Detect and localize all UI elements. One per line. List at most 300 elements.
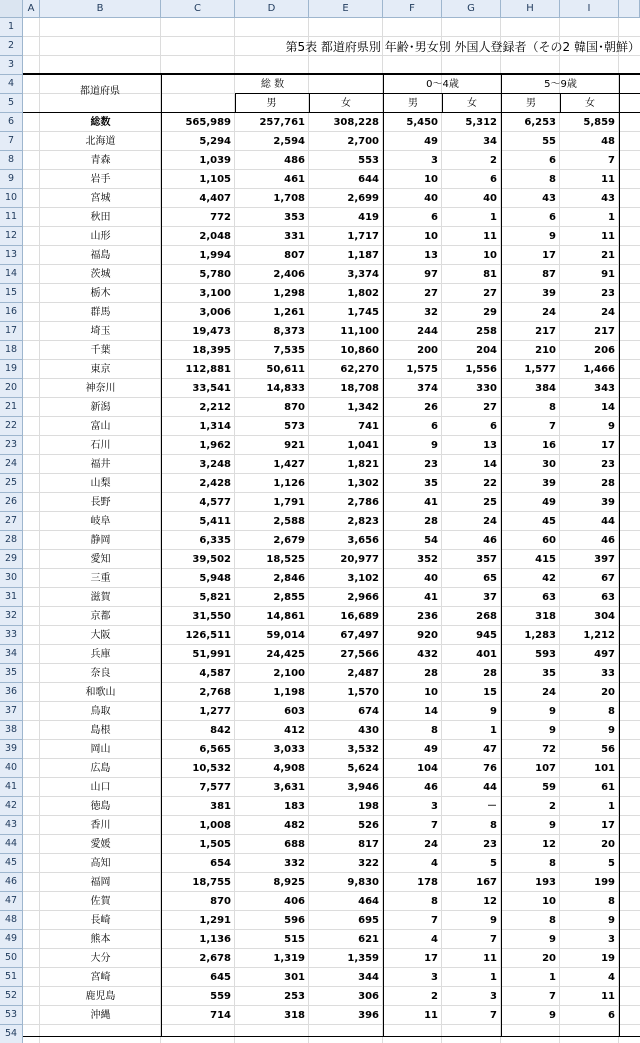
age-5-9-male-cell[interactable]: 193	[535, 877, 556, 888]
prefecture-cell[interactable]: 岡山	[90, 744, 111, 755]
total-female-cell[interactable]: 1,570	[347, 687, 379, 698]
row-header-2[interactable]: 2	[0, 37, 23, 56]
age-0-4-male-cell[interactable]: 28	[424, 516, 438, 527]
age-0-4-male-cell[interactable]: 200	[417, 345, 438, 356]
total-cell[interactable]: 4,587	[199, 668, 231, 679]
age-5-9-male-cell[interactable]: 6	[549, 155, 556, 166]
age-5-9-male-cell[interactable]: 384	[535, 383, 556, 394]
total-cell[interactable]: 3,006	[199, 307, 231, 318]
total-male-cell[interactable]: 2,846	[273, 573, 305, 584]
total-male-cell[interactable]: 301	[284, 972, 305, 983]
prefecture-cell[interactable]: 島根	[90, 725, 111, 736]
age-0-4-male-cell[interactable]: 4	[431, 858, 438, 869]
age-5-9-female-cell[interactable]: 24	[601, 307, 615, 318]
age-0-4-female-cell[interactable]: －	[487, 801, 497, 812]
age-0-4-female-cell[interactable]: 14	[483, 459, 497, 470]
age-0-4-female-cell[interactable]: 945	[476, 630, 497, 641]
age-0-4-male-cell[interactable]: 2	[431, 991, 438, 1002]
total-cell[interactable]: 6,335	[199, 535, 231, 546]
total-male-cell[interactable]: 332	[284, 858, 305, 869]
row-header-12[interactable]: 12	[0, 227, 23, 246]
prefecture-cell[interactable]: 山口	[90, 782, 111, 793]
age-5-9-male-cell[interactable]: 210	[535, 345, 556, 356]
age-5-9-female-cell[interactable]: 23	[601, 288, 615, 299]
total-female-cell[interactable]: 644	[358, 174, 379, 185]
age-0-4-male-cell[interactable]: 236	[417, 611, 438, 622]
age-0-4-female-cell[interactable]: 15	[483, 687, 497, 698]
total-female-cell[interactable]: 674	[358, 706, 379, 717]
column-header-b[interactable]: B	[40, 0, 161, 18]
total-cell[interactable]: 5,821	[199, 592, 231, 603]
total-male-cell[interactable]: 14,861	[266, 611, 305, 622]
age-5-9-female-cell[interactable]: 21	[601, 250, 615, 261]
age-0-4-male-cell[interactable]: 26	[424, 402, 438, 413]
total-female-cell[interactable]: 2,699	[347, 193, 379, 204]
age-5-9-male-cell[interactable]: 7	[549, 421, 556, 432]
column-header-overflow[interactable]	[619, 0, 640, 18]
total-male-cell[interactable]: 8,925	[273, 877, 305, 888]
row-header-25[interactable]: 25	[0, 474, 23, 493]
age-0-4-male-cell[interactable]: 432	[417, 649, 438, 660]
age-5-9-male-cell[interactable]: 593	[535, 649, 556, 660]
age-0-4-female-cell[interactable]: 9	[490, 915, 497, 926]
age-0-4-male-cell[interactable]: 178	[417, 877, 438, 888]
total-female-cell[interactable]: 3,102	[347, 573, 379, 584]
age-0-4-female-cell[interactable]: 258	[476, 326, 497, 337]
total-cell[interactable]: 3,248	[199, 459, 231, 470]
total-female-cell[interactable]: 16,689	[340, 611, 379, 622]
prefecture-cell[interactable]: 東京	[90, 364, 111, 375]
prefecture-cell[interactable]: 佐賀	[90, 896, 111, 907]
total-male-cell[interactable]: 688	[284, 839, 305, 850]
age-0-4-male-cell[interactable]: 10	[424, 687, 438, 698]
total-female-cell[interactable]: 1,041	[347, 440, 379, 451]
age-5-9-female-cell[interactable]: 28	[601, 478, 615, 489]
total-male-cell[interactable]: 1,261	[273, 307, 305, 318]
total-cell[interactable]: 645	[210, 972, 231, 983]
age-5-9-male-cell[interactable]: 9	[549, 725, 556, 736]
total-male-cell[interactable]: 8,373	[273, 326, 305, 337]
row-header-5[interactable]: 5	[0, 94, 23, 113]
age-0-4-male-cell[interactable]: 23	[424, 459, 438, 470]
age-5-9-female-cell[interactable]: 11	[601, 231, 615, 242]
row-header-34[interactable]: 34	[0, 645, 23, 664]
total-cell[interactable]: 18,395	[192, 345, 231, 356]
age-0-4-male-cell[interactable]: 7	[431, 915, 438, 926]
row-header-17[interactable]: 17	[0, 322, 23, 341]
age-5-9-male-cell[interactable]: 217	[535, 326, 556, 337]
age-5-9-male-cell[interactable]: 10	[542, 896, 556, 907]
total-cell[interactable]: 18,755	[192, 877, 231, 888]
prefecture-cell[interactable]: 千葉	[90, 345, 111, 356]
age-5-9-female-cell[interactable]: 33	[601, 668, 615, 679]
age-0-4-male-cell[interactable]: 10	[424, 231, 438, 242]
total-cell[interactable]: 714	[210, 1010, 231, 1021]
age-5-9-female-cell[interactable]: 20	[601, 839, 615, 850]
total-female-cell[interactable]: 1,302	[347, 478, 379, 489]
row-header-53[interactable]: 53	[0, 1006, 23, 1025]
age-5-9-male-cell[interactable]: 87	[542, 269, 556, 280]
age-0-4-male-cell[interactable]: 24	[424, 839, 438, 850]
prefecture-cell[interactable]: 愛媛	[90, 839, 111, 850]
total-cell[interactable]: 5,294	[199, 136, 231, 147]
age-5-9-female-cell[interactable]: 1	[608, 212, 615, 223]
total-female-cell[interactable]: 3,656	[347, 535, 379, 546]
age-0-4-female-cell[interactable]: 44	[483, 782, 497, 793]
prefecture-cell[interactable]: 岩手	[90, 174, 111, 185]
row-header-30[interactable]: 30	[0, 569, 23, 588]
row-header-43[interactable]: 43	[0, 816, 23, 835]
row-header-23[interactable]: 23	[0, 436, 23, 455]
age-0-4-male-cell[interactable]: 104	[417, 763, 438, 774]
age-5-9-female-cell[interactable]: 6	[608, 1010, 615, 1021]
age-5-9-male-cell[interactable]: 8	[549, 174, 556, 185]
total-male-cell[interactable]: 2,855	[273, 592, 305, 603]
age-5-9-male-cell[interactable]: 1,577	[524, 364, 556, 375]
age-5-9-female-cell[interactable]: 343	[594, 383, 615, 394]
total-female-cell[interactable]: 621	[358, 934, 379, 945]
age-0-4-male-cell[interactable]: 4	[431, 934, 438, 945]
total-cell[interactable]: 2,428	[199, 478, 231, 489]
row-header-49[interactable]: 49	[0, 930, 23, 949]
age-5-9-male-cell[interactable]: 45	[542, 516, 556, 527]
row-header-6[interactable]: 6	[0, 113, 23, 132]
age-0-4-male-cell[interactable]: 11	[424, 1010, 438, 1021]
age-0-4-female-cell[interactable]: 24	[483, 516, 497, 527]
age-5-9-male-cell[interactable]: 9	[549, 934, 556, 945]
age-5-9-male-cell[interactable]: 9	[549, 820, 556, 831]
total-cell[interactable]: 5,411	[199, 516, 231, 527]
column-header-d[interactable]: D	[235, 0, 309, 18]
prefecture-cell[interactable]: 大分	[90, 953, 111, 964]
total-cell[interactable]: 842	[210, 725, 231, 736]
total-cell[interactable]: 2,212	[199, 402, 231, 413]
prefecture-cell[interactable]: 宮崎	[90, 972, 111, 983]
age-0-4-male-cell[interactable]: 46	[424, 782, 438, 793]
age-0-4-male-cell[interactable]: 10	[424, 174, 438, 185]
age-5-9-female-cell[interactable]: 9	[608, 915, 615, 926]
total-male-cell[interactable]: 18,525	[266, 554, 305, 565]
age-0-4-female-cell[interactable]: 6	[490, 421, 497, 432]
age-5-9-male-cell[interactable]: 9	[549, 706, 556, 717]
total-female-cell[interactable]: 308,228	[333, 117, 379, 128]
age-0-4-female-cell[interactable]: 11	[483, 231, 497, 242]
total-male-cell[interactable]: 482	[284, 820, 305, 831]
age-0-4-female-cell[interactable]: 37	[483, 592, 497, 603]
total-male-cell[interactable]: 14,833	[266, 383, 305, 394]
total-cell[interactable]: 772	[210, 212, 231, 223]
column-header-i[interactable]: I	[560, 0, 619, 18]
row-header-54[interactable]: 54	[0, 1025, 23, 1043]
age-5-9-female-cell[interactable]: 5	[608, 858, 615, 869]
age-5-9-male-cell[interactable]: 8	[549, 858, 556, 869]
age-0-4-male-cell[interactable]: 41	[424, 497, 438, 508]
row-header-24[interactable]: 24	[0, 455, 23, 474]
row-header-50[interactable]: 50	[0, 949, 23, 968]
age-0-4-female-cell[interactable]: 1,556	[465, 364, 497, 375]
total-female-cell[interactable]: 2,700	[347, 136, 379, 147]
total-female-cell[interactable]: 2,966	[347, 592, 379, 603]
row-header-4[interactable]: 4	[0, 75, 23, 94]
total-cell[interactable]: 1,039	[199, 155, 231, 166]
age-0-4-female-cell[interactable]: 204	[476, 345, 497, 356]
total-female-cell[interactable]: 11,100	[340, 326, 379, 337]
column-header-a[interactable]: A	[23, 0, 40, 18]
total-cell[interactable]: 2,678	[199, 953, 231, 964]
total-male-cell[interactable]: 573	[284, 421, 305, 432]
age-5-9-female-cell[interactable]: 46	[601, 535, 615, 546]
total-female-cell[interactable]: 67,497	[340, 630, 379, 641]
prefecture-cell[interactable]: 岐阜	[90, 516, 111, 527]
age-5-9-female-cell[interactable]: 48	[601, 136, 615, 147]
total-female-cell[interactable]: 2,786	[347, 497, 379, 508]
prefecture-cell[interactable]: 香川	[90, 820, 111, 831]
prefecture-cell[interactable]: 徳島	[90, 801, 111, 812]
age-5-9-male-cell[interactable]: 1	[549, 972, 556, 983]
age-5-9-female-cell[interactable]: 1	[608, 801, 615, 812]
row-header-44[interactable]: 44	[0, 835, 23, 854]
age-0-4-male-cell[interactable]: 8	[431, 896, 438, 907]
age-5-9-female-cell[interactable]: 17	[601, 820, 615, 831]
age-0-4-female-cell[interactable]: 76	[483, 763, 497, 774]
age-5-9-male-cell[interactable]: 35	[542, 668, 556, 679]
prefecture-cell[interactable]: 福井	[90, 459, 111, 470]
row-header-11[interactable]: 11	[0, 208, 23, 227]
age-0-4-male-cell[interactable]: 13	[424, 250, 438, 261]
total-male-cell[interactable]: 1,791	[273, 497, 305, 508]
total-female-cell[interactable]: 526	[358, 820, 379, 831]
row-header-46[interactable]: 46	[0, 873, 23, 892]
prefecture-cell[interactable]: 京都	[90, 611, 111, 622]
age-5-9-female-cell[interactable]: 497	[594, 649, 615, 660]
row-header-1[interactable]: 1	[0, 18, 23, 37]
age-0-4-male-cell[interactable]: 41	[424, 592, 438, 603]
total-cell[interactable]: 2,048	[199, 231, 231, 242]
age-0-4-male-cell[interactable]: 3	[431, 155, 438, 166]
age-5-9-female-cell[interactable]: 39	[601, 497, 615, 508]
total-female-cell[interactable]: 20,977	[340, 554, 379, 565]
total-female-cell[interactable]: 2,823	[347, 516, 379, 527]
row-header-22[interactable]: 22	[0, 417, 23, 436]
row-header-18[interactable]: 18	[0, 341, 23, 360]
age-0-4-male-cell[interactable]: 14	[424, 706, 438, 717]
row-header-15[interactable]: 15	[0, 284, 23, 303]
column-header-h[interactable]: H	[501, 0, 560, 18]
prefecture-cell[interactable]: 沖縄	[90, 1010, 111, 1021]
prefecture-cell[interactable]: 秋田	[90, 212, 111, 223]
prefecture-cell[interactable]: 神奈川	[85, 383, 116, 394]
total-male-cell[interactable]: 406	[284, 896, 305, 907]
total-cell[interactable]: 1,314	[199, 421, 231, 432]
row-header-28[interactable]: 28	[0, 531, 23, 550]
column-header-f[interactable]: F	[383, 0, 442, 18]
age-5-9-male-cell[interactable]: 16	[542, 440, 556, 451]
total-female-cell[interactable]: 695	[358, 915, 379, 926]
total-male-cell[interactable]: 1,319	[273, 953, 305, 964]
age-5-9-male-cell[interactable]: 2	[549, 801, 556, 812]
age-5-9-male-cell[interactable]: 43	[542, 193, 556, 204]
age-5-9-male-cell[interactable]: 17	[542, 250, 556, 261]
total-male-cell[interactable]: 870	[284, 402, 305, 413]
age-5-9-female-cell[interactable]: 5,859	[583, 117, 615, 128]
total-cell[interactable]: 1,291	[199, 915, 231, 926]
total-female-cell[interactable]: 1,717	[347, 231, 379, 242]
total-female-cell[interactable]: 198	[358, 801, 379, 812]
age-0-4-male-cell[interactable]: 920	[417, 630, 438, 641]
age-0-4-female-cell[interactable]: 40	[483, 193, 497, 204]
age-0-4-male-cell[interactable]: 32	[424, 307, 438, 318]
row-header-52[interactable]: 52	[0, 987, 23, 1006]
total-female-cell[interactable]: 741	[358, 421, 379, 432]
age-5-9-female-cell[interactable]: 101	[594, 763, 615, 774]
age-0-4-male-cell[interactable]: 8	[431, 725, 438, 736]
row-header-3[interactable]: 3	[0, 56, 23, 75]
total-cell[interactable]: 565,989	[185, 117, 231, 128]
row-header-36[interactable]: 36	[0, 683, 23, 702]
age-0-4-female-cell[interactable]: 8	[490, 820, 497, 831]
age-5-9-female-cell[interactable]: 11	[601, 174, 615, 185]
age-0-4-female-cell[interactable]: 22	[483, 478, 497, 489]
total-male-cell[interactable]: 59,014	[266, 630, 305, 641]
prefecture-cell[interactable]: 長野	[90, 497, 111, 508]
age-5-9-male-cell[interactable]: 72	[542, 744, 556, 755]
total-male-cell[interactable]: 3,631	[273, 782, 305, 793]
row-header-47[interactable]: 47	[0, 892, 23, 911]
total-female-cell[interactable]: 553	[358, 155, 379, 166]
total-male-cell[interactable]: 331	[284, 231, 305, 242]
total-female-cell[interactable]: 419	[358, 212, 379, 223]
total-male-cell[interactable]: 2,100	[273, 668, 305, 679]
total-male-cell[interactable]: 2,588	[273, 516, 305, 527]
total-female-cell[interactable]: 18,708	[340, 383, 379, 394]
age-5-9-male-cell[interactable]: 20	[542, 953, 556, 964]
total-male-cell[interactable]: 807	[284, 250, 305, 261]
prefecture-cell[interactable]: 群馬	[90, 307, 111, 318]
row-header-27[interactable]: 27	[0, 512, 23, 531]
total-male-cell[interactable]: 353	[284, 212, 305, 223]
total-male-cell[interactable]: 461	[284, 174, 305, 185]
age-5-9-female-cell[interactable]: 23	[601, 459, 615, 470]
prefecture-cell[interactable]: 茨城	[90, 269, 111, 280]
row-header-16[interactable]: 16	[0, 303, 23, 322]
age-5-9-female-cell[interactable]: 304	[594, 611, 615, 622]
age-0-4-female-cell[interactable]: 46	[483, 535, 497, 546]
total-cell[interactable]: 1,277	[199, 706, 231, 717]
age-5-9-female-cell[interactable]: 20	[601, 687, 615, 698]
age-5-9-female-cell[interactable]: 217	[594, 326, 615, 337]
row-header-35[interactable]: 35	[0, 664, 23, 683]
total-female-cell[interactable]: 344	[358, 972, 379, 983]
total-male-cell[interactable]: 50,611	[266, 364, 305, 375]
prefecture-cell[interactable]: 三重	[90, 573, 111, 584]
row-header-32[interactable]: 32	[0, 607, 23, 626]
total-cell[interactable]: 112,881	[185, 364, 231, 375]
prefecture-cell[interactable]: 滋賀	[90, 592, 111, 603]
total-male-cell[interactable]: 515	[284, 934, 305, 945]
age-5-9-female-cell[interactable]: 8	[608, 896, 615, 907]
row-header-8[interactable]: 8	[0, 151, 23, 170]
row-header-37[interactable]: 37	[0, 702, 23, 721]
age-0-4-female-cell[interactable]: 23	[483, 839, 497, 850]
row-header-14[interactable]: 14	[0, 265, 23, 284]
age-5-9-female-cell[interactable]: 397	[594, 554, 615, 565]
age-0-4-male-cell[interactable]: 244	[417, 326, 438, 337]
column-header-g[interactable]: G	[442, 0, 501, 18]
age-5-9-female-cell[interactable]: 9	[608, 421, 615, 432]
prefecture-cell[interactable]: 青森	[90, 155, 111, 166]
age-0-4-female-cell[interactable]: 268	[476, 611, 497, 622]
total-male-cell[interactable]: 486	[284, 155, 305, 166]
age-5-9-male-cell[interactable]: 59	[542, 782, 556, 793]
row-header-19[interactable]: 19	[0, 360, 23, 379]
total-female-cell[interactable]: 3,374	[347, 269, 379, 280]
row-header-20[interactable]: 20	[0, 379, 23, 398]
age-0-4-female-cell[interactable]: 13	[483, 440, 497, 451]
row-header-26[interactable]: 26	[0, 493, 23, 512]
age-5-9-male-cell[interactable]: 415	[535, 554, 556, 565]
age-0-4-male-cell[interactable]: 7	[431, 820, 438, 831]
total-female-cell[interactable]: 396	[358, 1010, 379, 1021]
total-male-cell[interactable]: 4,908	[273, 763, 305, 774]
total-male-cell[interactable]: 596	[284, 915, 305, 926]
age-0-4-female-cell[interactable]: 28	[483, 668, 497, 679]
total-female-cell[interactable]: 322	[358, 858, 379, 869]
prefecture-cell[interactable]: 鹿児島	[85, 991, 116, 1002]
age-0-4-male-cell[interactable]: 97	[424, 269, 438, 280]
row-header-33[interactable]: 33	[0, 626, 23, 645]
row-header-51[interactable]: 51	[0, 968, 23, 987]
age-5-9-male-cell[interactable]: 63	[542, 592, 556, 603]
age-0-4-male-cell[interactable]: 54	[424, 535, 438, 546]
age-0-4-female-cell[interactable]: 357	[476, 554, 497, 565]
total-female-cell[interactable]: 5,624	[347, 763, 379, 774]
age-5-9-female-cell[interactable]: 8	[608, 706, 615, 717]
total-female-cell[interactable]: 817	[358, 839, 379, 850]
age-0-4-female-cell[interactable]: 29	[483, 307, 497, 318]
total-cell[interactable]: 6,565	[199, 744, 231, 755]
age-0-4-male-cell[interactable]: 49	[424, 744, 438, 755]
total-male-cell[interactable]: 1,427	[273, 459, 305, 470]
age-0-4-male-cell[interactable]: 5,450	[406, 117, 438, 128]
prefecture-cell[interactable]: 総数	[90, 117, 111, 128]
age-0-4-male-cell[interactable]: 40	[424, 193, 438, 204]
prefecture-cell[interactable]: 静岡	[90, 535, 111, 546]
age-5-9-female-cell[interactable]: 44	[601, 516, 615, 527]
total-male-cell[interactable]: 3,033	[273, 744, 305, 755]
age-0-4-female-cell[interactable]: 5,312	[465, 117, 497, 128]
age-5-9-male-cell[interactable]: 318	[535, 611, 556, 622]
total-cell[interactable]: 4,577	[199, 497, 231, 508]
age-5-9-male-cell[interactable]: 55	[542, 136, 556, 147]
total-female-cell[interactable]: 430	[358, 725, 379, 736]
total-cell[interactable]: 126,511	[185, 630, 231, 641]
total-cell[interactable]: 5,948	[199, 573, 231, 584]
age-0-4-female-cell[interactable]: 47	[483, 744, 497, 755]
total-cell[interactable]: 39,502	[192, 554, 231, 565]
age-5-9-male-cell[interactable]: 49	[542, 497, 556, 508]
age-0-4-male-cell[interactable]: 3	[431, 972, 438, 983]
total-male-cell[interactable]: 1,298	[273, 288, 305, 299]
age-0-4-female-cell[interactable]: 401	[476, 649, 497, 660]
age-0-4-female-cell[interactable]: 1	[490, 725, 497, 736]
age-5-9-female-cell[interactable]: 17	[601, 440, 615, 451]
total-male-cell[interactable]: 2,679	[273, 535, 305, 546]
age-5-9-female-cell[interactable]: 199	[594, 877, 615, 888]
prefecture-cell[interactable]: 愛知	[90, 554, 111, 565]
total-male-cell[interactable]: 1,126	[273, 478, 305, 489]
age-5-9-female-cell[interactable]: 61	[601, 782, 615, 793]
prefecture-cell[interactable]: 福島	[90, 250, 111, 261]
